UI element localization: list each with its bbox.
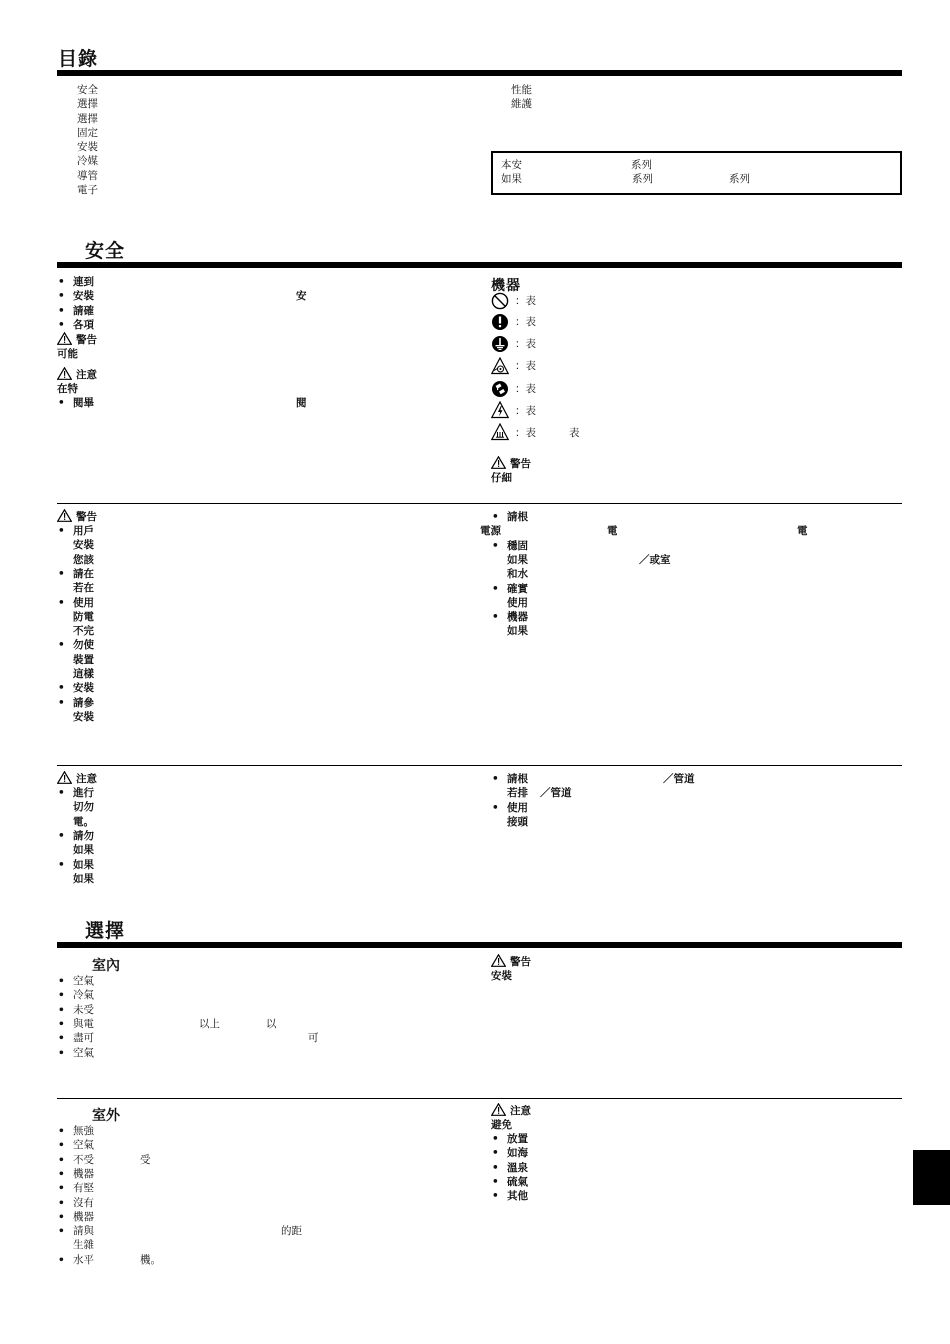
- list-item-cont: 不完: [73, 625, 94, 638]
- list-item-extra: 以上: [199, 1017, 220, 1030]
- list-item-extra: 機。: [140, 1253, 161, 1266]
- safety-read-row: [73, 396, 473, 411]
- list-item: • 與電: [73, 1017, 94, 1031]
- toc-item[interactable]: 冷媒: [77, 155, 98, 168]
- toc-item[interactable]: 維護: [511, 98, 532, 111]
- warning-text: 可能: [57, 348, 78, 361]
- list-item-cont: 和水: [507, 568, 528, 581]
- indoor-subtitle: 室內: [92, 958, 120, 974]
- outdoor-list: [73, 1124, 473, 1274]
- selection-title: 選擇: [85, 920, 126, 942]
- symbol-text: ：表: [515, 360, 536, 372]
- list-item: • 未受: [73, 1003, 94, 1017]
- notice-text: 系列: [632, 173, 653, 185]
- warning-triangle-icon: [57, 771, 72, 784]
- caution-text: 在特: [57, 383, 78, 396]
- page-edge-tab: [913, 1150, 950, 1205]
- list-item-extra: 受: [140, 1153, 151, 1166]
- indoor-list: [73, 974, 473, 1064]
- caution-label: 注意: [76, 369, 97, 381]
- toc-item[interactable]: 選擇: [77, 98, 98, 111]
- list-item-extra: 閱: [296, 397, 307, 409]
- caution-label: 注意: [76, 773, 97, 785]
- list-item: • 請勿: [73, 829, 94, 843]
- toc-title-rule: [57, 70, 902, 76]
- list-item: • 空氣: [73, 1046, 94, 1060]
- list-item-cont: 若在: [73, 582, 94, 595]
- notice-text: 系列: [631, 159, 652, 171]
- list-item: • 閱畢: [73, 396, 94, 410]
- warning-triangle-icon: [491, 456, 506, 469]
- warning-label: 警告: [76, 334, 97, 346]
- list-item: • 各項: [73, 318, 94, 332]
- prohibition-icon: [491, 292, 509, 310]
- list-item: • 硫氣: [507, 1175, 528, 1189]
- safety-title: 安全: [85, 240, 126, 262]
- caution-left-list: [73, 786, 473, 891]
- list-item: • 請根: [507, 772, 528, 786]
- list-item: • 安裝: [73, 289, 94, 303]
- outdoor-caution-list: [507, 1132, 707, 1207]
- list-item: • 用戶: [73, 524, 94, 538]
- list-item: • 機器: [507, 610, 528, 624]
- notice-text: 本安: [501, 159, 522, 171]
- list-item: • 勿使: [73, 638, 94, 652]
- safety-left-column: [73, 275, 473, 415]
- list-item: • 請與: [73, 1224, 94, 1238]
- indoor-warning: [491, 954, 531, 984]
- list-item-cont: 如果: [507, 553, 528, 566]
- list-item-cont: 生雜: [73, 1239, 94, 1252]
- warning-triangle-icon: [57, 367, 72, 380]
- ground-icon: [491, 335, 509, 353]
- exclamation-icon: [491, 313, 509, 331]
- symbol-text-extra: 表: [569, 427, 580, 439]
- hot-surface-icon: [491, 423, 509, 441]
- section-divider: [57, 503, 902, 504]
- list-item-cont: 裝置: [73, 653, 94, 666]
- toc-item[interactable]: 選擇: [77, 112, 98, 125]
- warning-label: 警告: [510, 956, 531, 968]
- symbol-text: ：表: [515, 405, 536, 417]
- warning-right-list: [480, 510, 902, 640]
- symbols-warning: [491, 456, 531, 486]
- symbol-text: ：表: [515, 427, 536, 439]
- list-item: • 安裝: [73, 681, 94, 695]
- list-item-cont: 電源: [480, 525, 501, 538]
- caution-text: 避免: [491, 1119, 512, 1132]
- list-item: • 使用: [73, 596, 94, 610]
- list-item: • 確實: [507, 582, 528, 596]
- list-item-cont: 接頭: [507, 815, 528, 828]
- list-item-cont: 您該: [73, 553, 94, 566]
- toc-notice-box: [491, 151, 902, 195]
- list-item: • 機器: [73, 1210, 94, 1224]
- outdoor-caution: [491, 1103, 531, 1133]
- section-divider: [57, 1098, 902, 1099]
- toc-item[interactable]: 導管: [77, 169, 98, 182]
- list-item: • 溫泉: [507, 1161, 528, 1175]
- toc-item[interactable]: 安裝: [77, 141, 98, 154]
- disconnect-power-icon: [491, 380, 509, 398]
- list-item-extra: 安: [296, 290, 307, 303]
- safety-caution: [57, 367, 97, 397]
- warning-left-list: [73, 524, 473, 724]
- list-item-cont: 電: [607, 525, 618, 538]
- toc-left-list: [77, 83, 98, 197]
- warning-triangle-icon: [57, 332, 72, 345]
- list-item: • 水平: [73, 1253, 94, 1267]
- list-item: • 有堅: [73, 1181, 94, 1195]
- warning-triangle-icon: [57, 509, 72, 522]
- list-item: • 請確: [73, 304, 94, 318]
- list-item-extra: 的距: [281, 1225, 302, 1238]
- warning-label: 警告: [510, 458, 531, 470]
- list-item-extra: 可: [308, 1032, 319, 1045]
- warning-label: 警告: [76, 511, 97, 523]
- list-item: • 請參: [73, 696, 94, 710]
- list-item: • 冷氣: [73, 988, 94, 1002]
- list-item-cont: 如果: [73, 872, 94, 885]
- symbol-text: ：表: [515, 383, 536, 395]
- caution-label: 注意: [510, 1105, 531, 1117]
- list-item: • 請在: [73, 567, 94, 581]
- outdoor-subtitle: 室外: [92, 1108, 120, 1124]
- safety-title-rule: [57, 262, 902, 268]
- list-item-cont: 使用: [507, 596, 528, 609]
- list-item: • 其他: [507, 1189, 528, 1203]
- caution-right-list: [507, 772, 902, 834]
- list-item-cont: 這樣: [73, 668, 94, 680]
- list-item: • 無強: [73, 1124, 94, 1138]
- warning-triangle-icon: [491, 1103, 506, 1116]
- safety-warning: [57, 332, 97, 362]
- list-item: • 連到: [73, 275, 94, 289]
- list-item: • 使用: [507, 801, 528, 815]
- list-item-cont: 如果: [73, 844, 94, 857]
- toc-item[interactable]: 性能: [511, 84, 532, 96]
- symbols-title: 機器: [491, 278, 521, 294]
- warning-triangle-icon: [491, 954, 506, 967]
- caution-block-header: [57, 771, 97, 786]
- list-item-cont: ／管道: [540, 787, 572, 800]
- toc-item[interactable]: 安全: [77, 84, 98, 96]
- electric-shock-icon: [491, 401, 509, 419]
- list-item-cont: 若排: [507, 787, 528, 800]
- list-item: • 空氣: [73, 1138, 94, 1152]
- notice-text: 如果: [501, 173, 522, 185]
- toc-item[interactable]: 固定: [77, 126, 98, 139]
- list-item: • 如果: [73, 858, 94, 872]
- list-item: • 機器: [73, 1167, 94, 1181]
- symbol-text: ：表: [515, 295, 536, 307]
- list-item-cont: 切勿: [73, 801, 94, 814]
- section-divider: [57, 765, 902, 766]
- symbol-text: ：表: [515, 316, 536, 328]
- list-item-cont: ／管道: [663, 773, 695, 785]
- toc-title: 目錄: [58, 48, 99, 70]
- warning-text: 仔細: [491, 472, 512, 485]
- list-item-cont: ／或室: [639, 553, 671, 566]
- list-item: • 進行: [73, 786, 94, 800]
- list-item-cont: 電: [797, 525, 808, 538]
- rotating-fan-icon: [491, 357, 509, 375]
- list-item: • 沒有: [73, 1196, 94, 1210]
- list-item: • 請根: [507, 510, 528, 524]
- list-item-cont: 如果: [507, 625, 528, 638]
- list-item-cont: 防電: [73, 610, 94, 623]
- list-item-cont: 電。: [73, 815, 94, 828]
- toc-item[interactable]: 電子: [77, 184, 98, 197]
- warning-block-header: [57, 509, 97, 524]
- toc-right-list: [511, 83, 532, 112]
- list-item-cont: 安裝: [73, 539, 94, 552]
- list-item: • 放置: [507, 1132, 528, 1146]
- notice-text: 系列: [729, 173, 750, 185]
- selection-title-rule: [57, 942, 902, 948]
- warning-text: 安裝: [491, 970, 512, 983]
- list-item: • 空氣: [73, 974, 94, 988]
- list-item: • 盡可: [73, 1031, 94, 1045]
- symbol-text: ：表: [515, 338, 536, 350]
- list-item: • 不受: [73, 1153, 94, 1167]
- list-item: • 如海: [507, 1146, 528, 1160]
- list-item-extra: 以: [266, 1017, 277, 1030]
- list-item-cont: 安裝: [73, 710, 94, 723]
- list-item: • 穩固: [507, 539, 528, 553]
